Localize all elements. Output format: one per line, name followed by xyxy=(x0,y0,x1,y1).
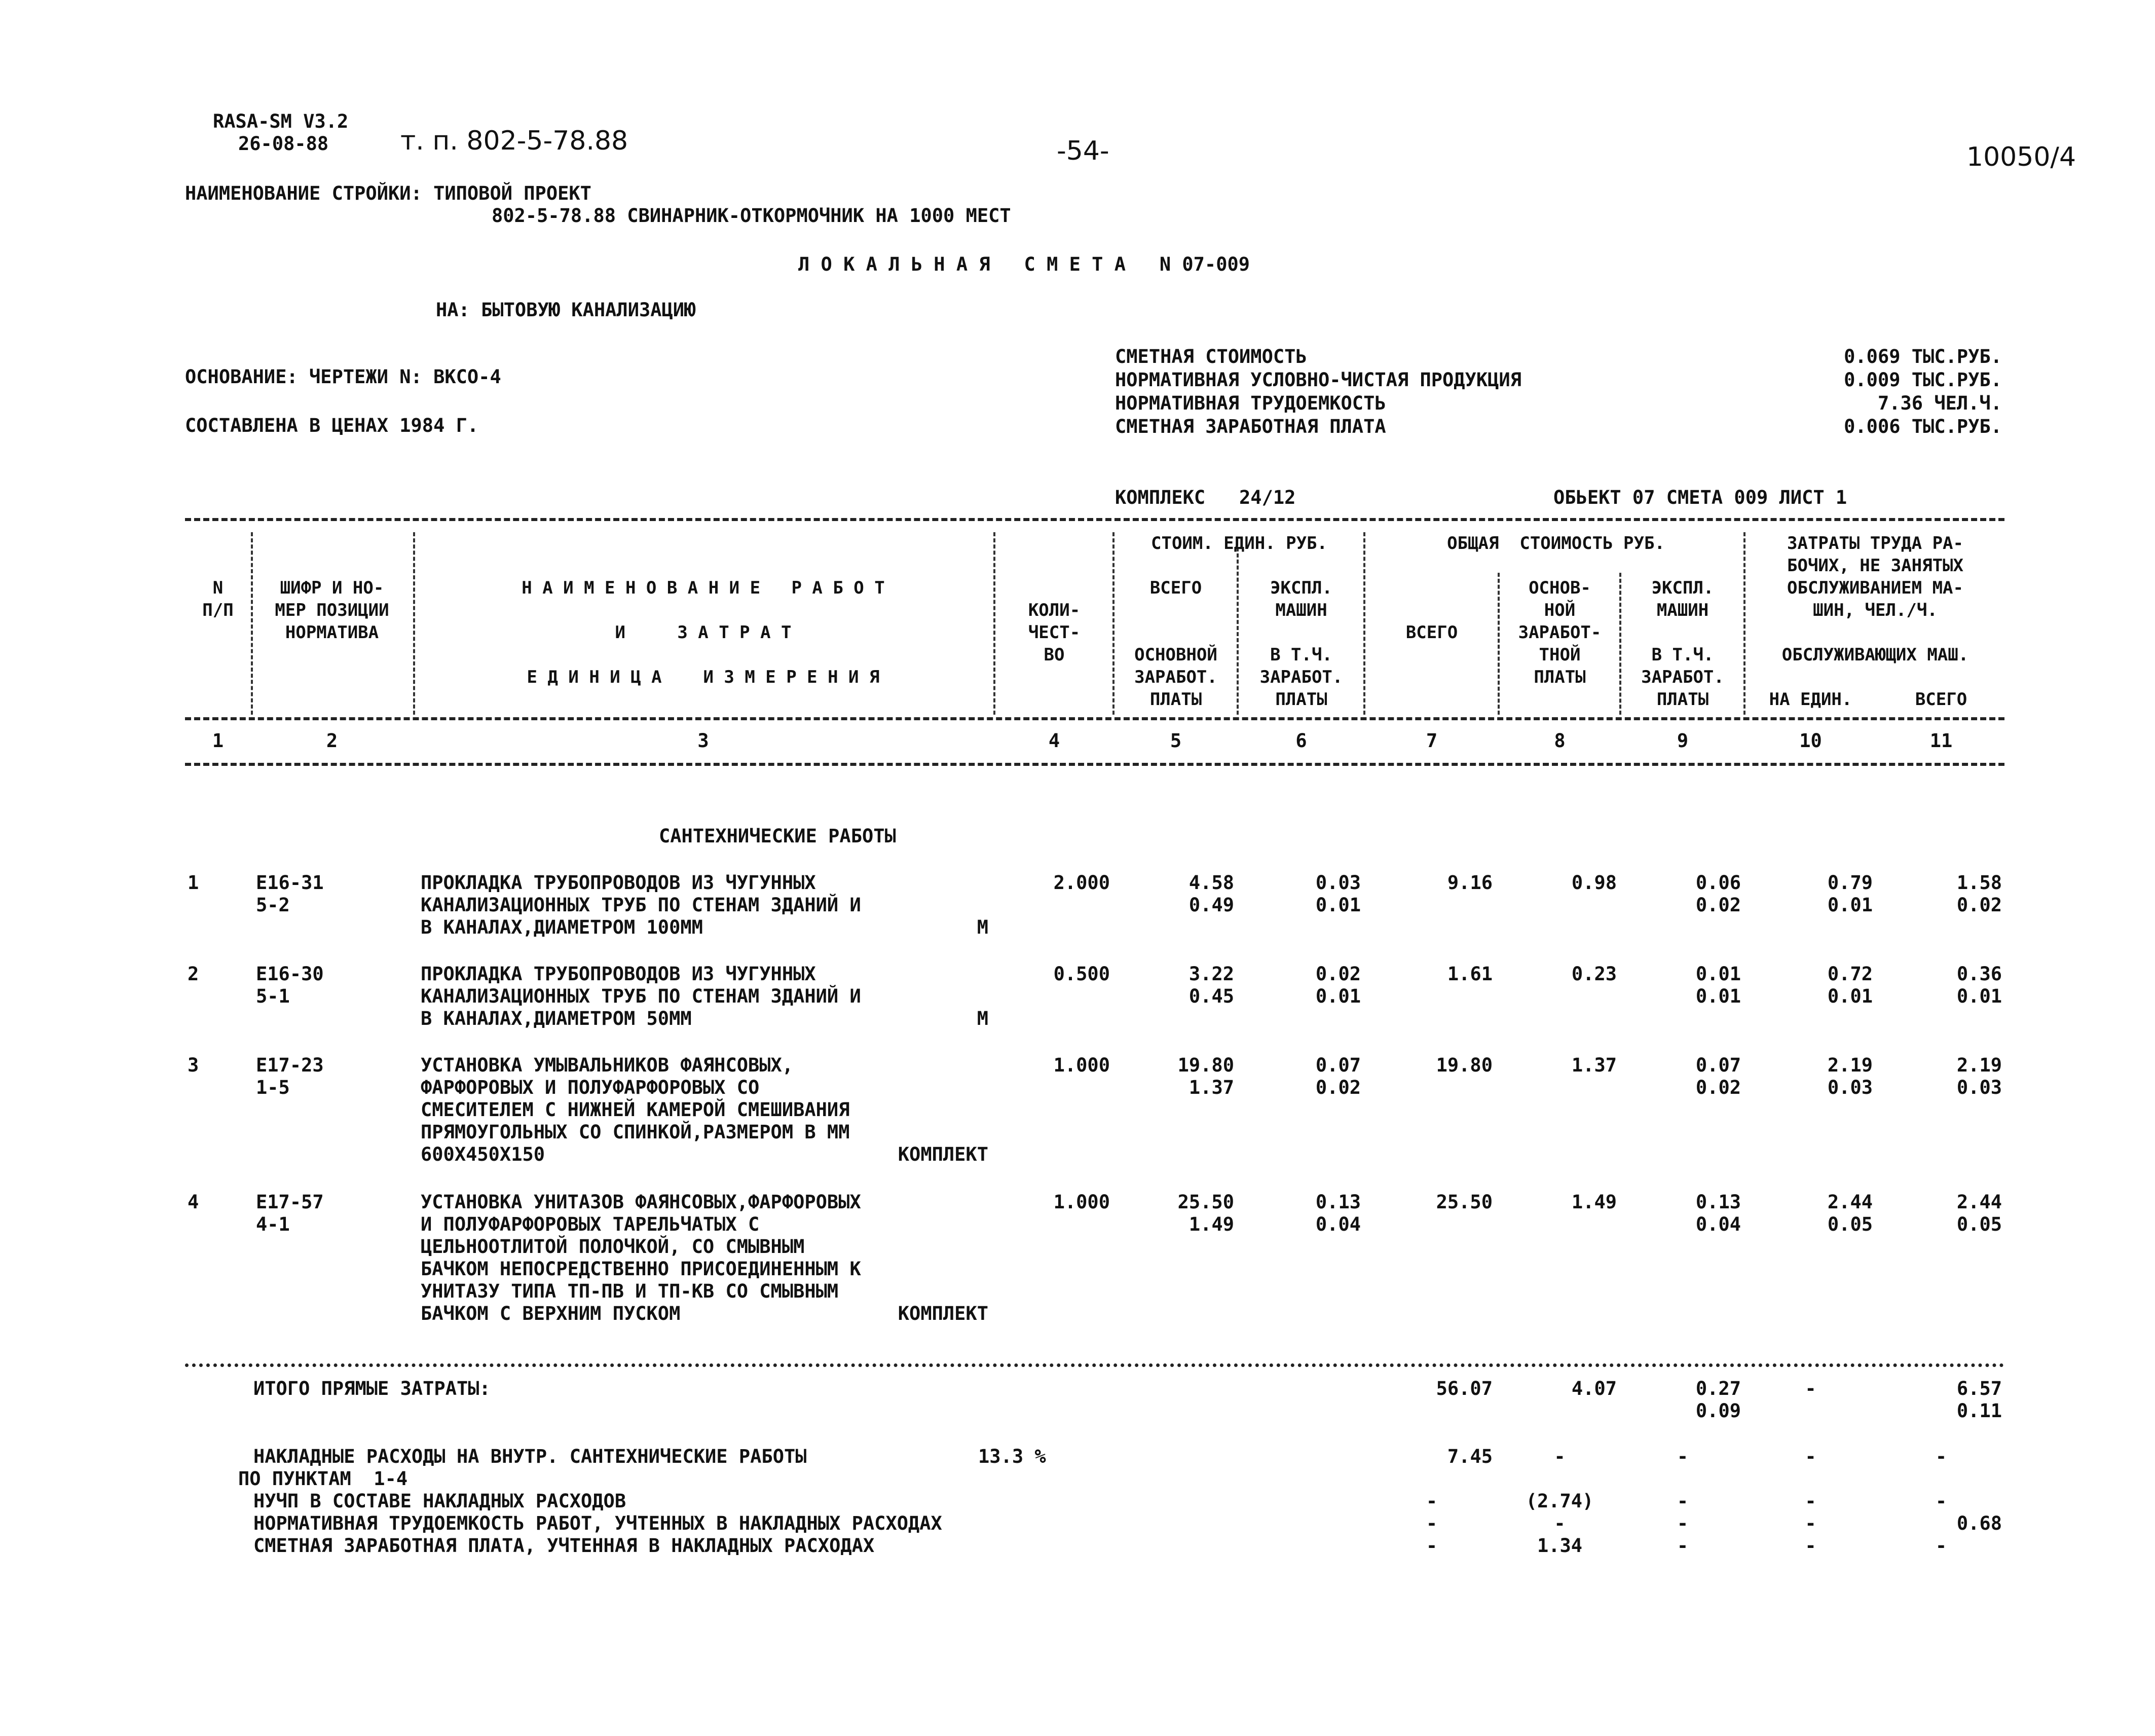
estimate-subject: НА: БЫТОВУЮ КАНАЛИЗАЦИЮ xyxy=(436,299,696,321)
overhead-machines: - xyxy=(1677,1490,1689,1512)
row-number: 4 xyxy=(188,1191,199,1213)
overhead-labor-unit: - xyxy=(1805,1446,1816,1467)
col-header-name-b: И З А Т Р А Т xyxy=(615,622,792,643)
row-labor-unit: 2.19 0.03 xyxy=(1827,1054,1873,1098)
row-wages: 1.49 xyxy=(1571,1191,1617,1213)
totals-label: ИТОГО ПРЯМЫЕ ЗАТРАТЫ: xyxy=(253,1378,491,1399)
overhead-total: - xyxy=(1426,1490,1438,1512)
overhead-labor-total: - xyxy=(1935,1535,1947,1557)
summary-value: 7.36 ЧЕЛ.Ч. xyxy=(1877,392,2002,414)
col-header-6a: ЭКСПЛ. МАШИН xyxy=(1270,578,1332,620)
row-machines: 0.01 0.01 xyxy=(1695,963,1741,1007)
col-header-11: ВСЕГО xyxy=(1915,689,1967,710)
col-header-n: N П/П xyxy=(202,578,234,620)
summary-label: СМЕТНАЯ ЗАРАБОТНАЯ ПЛАТА xyxy=(1115,416,1386,437)
row-qty: 0.500 xyxy=(1053,963,1110,985)
row-description: УСТАНОВКА УМЫВАЛЬНИКОВ ФАЯНСОВЫХ, ФАРФОРОВЫХ И ПОЛУФАРФОРОВЫХ СО СМЕСИТЕЛЕМ С НИЖНЕЙ КАМЕРОЙ СМЕШИВАНИЯ ПРЯМОУГОЛЬНЫХ СО СПИНКОЙ,РАЗМЕРОМ В ММ 600Х450Х150 xyxy=(421,1054,850,1165)
column-number: 2 xyxy=(326,730,338,752)
overhead-wages: - xyxy=(1554,1446,1566,1467)
row-labor-unit: 0.79 0.01 xyxy=(1827,872,1873,916)
overhead-percent: 13.3 % xyxy=(978,1446,1046,1467)
row-labor-total: 0.36 0.01 xyxy=(1956,963,2002,1007)
row-number: 1 xyxy=(188,872,199,894)
row-total: 9.16 xyxy=(1447,872,1493,894)
row-unit: КОМПЛЕКТ xyxy=(898,1143,988,1165)
doc-reference: т. п. 802-5-78.88 xyxy=(400,126,628,156)
overhead-machines: - xyxy=(1677,1535,1689,1557)
col-header-6b: В Т.Ч. ЗАРАБОТ. ПЛАТЫ xyxy=(1259,645,1343,710)
header-top-rule xyxy=(185,518,2004,521)
row-code: Е17-23 1-5 xyxy=(256,1054,324,1098)
column-number: 4 xyxy=(1048,730,1060,752)
totals-machines: 0.27 0.09 xyxy=(1695,1378,1741,1422)
column-divider xyxy=(1743,532,1745,715)
totals-rule xyxy=(185,1363,2004,1367)
row-machines: 0.06 0.02 xyxy=(1695,872,1741,916)
overhead-wages: (2.74) xyxy=(1526,1490,1594,1512)
col-header-qty: КОЛИ- ЧЕСТ- ВО xyxy=(1028,600,1081,665)
row-unit-cost: 25.50 1.49 xyxy=(1177,1191,1234,1235)
column-number: 6 xyxy=(1295,730,1307,752)
basis-drawings: ОСНОВАНИЕ: ЧЕРТЕЖИ N: ВКСО-4 xyxy=(185,366,501,388)
overhead-machines: - xyxy=(1677,1446,1689,1467)
overhead-labor-total: 0.68 xyxy=(1956,1512,2002,1534)
row-code: Е16-31 5-2 xyxy=(256,872,324,916)
summary-value: 0.009 ТЫС.РУБ. xyxy=(1844,369,2002,391)
row-machines: 0.07 0.02 xyxy=(1695,1054,1741,1098)
col-header-name-a: Н А И М Е Н О В А Н И Е Р А Б О Т xyxy=(522,578,885,598)
overhead-total: - xyxy=(1426,1535,1438,1557)
row-description: УСТАНОВКА УНИТАЗОВ ФАЯНСОВЫХ,ФАРФОРОВЫХ И ПОЛУФАРФОРОВЫХ ТАРЕЛЬЧАТЫХ С ЦЕЛЬНООТЛИТОЙ ПОЛОЧКОЙ, СО СМЫВНЫМ БАЧКОМ НЕПОСРЕДСТВЕННО ПРИСОЕДИНЕННЫМ К УНИТАЗУ ТИПА ТП-ПВ И ТП-КВ СО СМЫВНЫМ БАЧКОМ С ВЕРХНИМ ПУСКОМ xyxy=(421,1191,861,1324)
row-unit: М xyxy=(977,1008,988,1029)
col-header-9b: В Т.Ч. ЗАРАБОТ. ПЛАТЫ xyxy=(1641,645,1724,710)
totals-total: 56.07 xyxy=(1436,1378,1493,1399)
column-number: 5 xyxy=(1170,730,1182,752)
row-wages: 0.23 xyxy=(1571,963,1617,985)
row-qty: 2.000 xyxy=(1053,872,1110,894)
program-version: RASA-SM V3.2 xyxy=(213,110,349,132)
column-number: 8 xyxy=(1554,730,1566,752)
row-unit: М xyxy=(977,916,988,938)
summary-label: СМЕТНАЯ СТОИМОСТЬ xyxy=(1115,346,1307,367)
row-description: ПРОКЛАДКА ТРУБОПРОВОДОВ ИЗ ЧУГУННЫХ КАНАЛИЗАЦИОННЫХ ТРУБ ПО СТЕНАМ ЗДАНИЙ И В КАНАЛАХ,ДИАМЕТРОМ 50ММ xyxy=(421,963,861,1029)
construction-name: НАИМЕНОВАНИЕ СТРОЙКИ: ТИПОВОЙ ПРОЕКТ xyxy=(185,182,591,204)
col-header-labor-serv: ОБСЛУЖИВАЮЩИХ МАШ. xyxy=(1781,645,1969,665)
column-divider xyxy=(1363,532,1365,715)
column-divider xyxy=(251,532,253,715)
row-unit-machines: 0.13 0.04 xyxy=(1315,1191,1361,1235)
row-labor-unit: 0.72 0.01 xyxy=(1827,963,1873,1007)
col-header-9a: ЭКСПЛ. МАШИН xyxy=(1651,578,1714,620)
summary-value: 0.006 ТЫС.РУБ. xyxy=(1844,416,2002,437)
overhead-machines: - xyxy=(1677,1512,1689,1534)
row-machines: 0.13 0.04 xyxy=(1695,1191,1741,1235)
row-unit-cost: 3.22 0.45 xyxy=(1188,963,1234,1007)
overhead-total: 7.45 xyxy=(1447,1446,1493,1467)
row-description: ПРОКЛАДКА ТРУБОПРОВОДОВ ИЗ ЧУГУННЫХ КАНАЛИЗАЦИОННЫХ ТРУБ ПО СТЕНАМ ЗДАНИЙ И В КАНАЛАХ,ДИАМЕТРОМ 100ММ xyxy=(421,872,861,938)
column-number: 3 xyxy=(697,730,709,752)
row-unit-machines: 0.03 0.01 xyxy=(1315,872,1361,916)
overhead-labor-unit: - xyxy=(1805,1512,1816,1534)
row-total: 25.50 xyxy=(1436,1191,1493,1213)
object-estimate-sheet: ОБЬЕКТ 07 СМЕТА 009 ЛИСТ 1 xyxy=(1553,487,1847,508)
row-labor-total: 2.19 0.03 xyxy=(1956,1054,2002,1098)
row-qty: 1.000 xyxy=(1053,1054,1110,1076)
col-group-labor: ЗАТРАТЫ ТРУДА РА- БОЧИХ, НЕ ЗАНЯТЫХ ОБСЛУЖИВАНИЕМ МА- ШИН, ЧЕЛ./Ч. xyxy=(1787,533,1963,620)
overhead-wages: - xyxy=(1554,1512,1566,1534)
overhead-labor-total: - xyxy=(1935,1490,1947,1512)
page-number: -54- xyxy=(1057,136,1109,166)
price-base: СОСТАВЛЕНА В ЦЕНАХ 1984 Г. xyxy=(185,415,479,436)
totals-wages: 4.07 xyxy=(1571,1378,1617,1399)
column-number: 7 xyxy=(1426,730,1438,752)
row-labor-total: 2.44 0.05 xyxy=(1956,1191,2002,1235)
overhead-label: НУЧП В СОСТАВЕ НАКЛАДНЫХ РАСХОДОВ xyxy=(253,1490,626,1512)
summary-label: НОРМАТИВНАЯ ТРУДОЕМКОСТЬ xyxy=(1115,392,1386,414)
row-total: 1.61 xyxy=(1447,963,1493,985)
summary-label: НОРМАТИВНАЯ УСЛОВНО-ЧИСТАЯ ПРОДУКЦИЯ xyxy=(1115,369,1521,391)
overhead-wages: 1.34 xyxy=(1537,1535,1583,1557)
overhead-labor-total: - xyxy=(1935,1446,1947,1467)
row-code: Е17-57 4-1 xyxy=(256,1191,324,1235)
row-unit-machines: 0.02 0.01 xyxy=(1315,963,1361,1007)
row-total: 19.80 xyxy=(1436,1054,1493,1076)
overhead-label: НАКЛАДНЫЕ РАСХОДЫ НА ВНУТР. САНТЕХНИЧЕСКИЕ РАБОТЫ xyxy=(253,1446,807,1467)
row-labor-total: 1.58 0.02 xyxy=(1956,872,2002,916)
overhead-label: СМЕТНАЯ ЗАРАБОТНАЯ ПЛАТА, УЧТЕННАЯ В НАКЛАДНЫХ РАСХОДАХ xyxy=(253,1535,875,1557)
row-qty: 1.000 xyxy=(1053,1191,1110,1213)
column-divider xyxy=(993,532,995,715)
row-labor-unit: 2.44 0.05 xyxy=(1827,1191,1873,1235)
sheet-reference: 10050/4 xyxy=(1966,142,2076,172)
overhead-total: - xyxy=(1426,1512,1438,1534)
col-header-7: ВСЕГО xyxy=(1405,622,1458,643)
col-header-8: ОСНОВ- НОЙ ЗАРАБОТ- ТНОЙ ПЛАТЫ xyxy=(1518,578,1602,687)
col-header-5a: ВСЕГО xyxy=(1149,578,1202,598)
col-header-code: ШИФР И НО- МЕР ПОЗИЦИИ НОРМАТИВА xyxy=(275,578,389,643)
row-number: 3 xyxy=(188,1054,199,1076)
column-number: 11 xyxy=(1929,730,1953,752)
column-divider xyxy=(1619,573,1621,715)
column-number: 10 xyxy=(1799,730,1822,752)
section-title: САНТЕХНИЧЕСКИЕ РАБОТЫ xyxy=(659,825,896,847)
overhead-label: ПО ПУНКТАМ 1-4 xyxy=(238,1468,408,1490)
column-divider xyxy=(1112,532,1114,715)
col-group-total-cost: ОБЩАЯ СТОИМОСТЬ РУБ. xyxy=(1447,533,1665,553)
column-number: 9 xyxy=(1677,730,1689,752)
col-group-unit-cost: СТОИМ. ЕДИН. РУБ. xyxy=(1151,533,1327,553)
row-number: 2 xyxy=(188,963,199,985)
overhead-label: НОРМАТИВНАЯ ТРУДОЕМКОСТЬ РАБОТ, УЧТЕННЫХ В НАКЛАДНЫХ РАСХОДАХ xyxy=(253,1512,942,1534)
totals-labor-total: 6.57 0.11 xyxy=(1956,1378,2002,1422)
col-header-10: НА ЕДИН. xyxy=(1769,689,1852,710)
col-header-name-c: Е Д И Н И Ц А И З М Е Р Е Н И Я xyxy=(527,667,880,687)
row-wages: 0.98 xyxy=(1571,872,1617,894)
header-mid-rule xyxy=(185,717,2004,720)
construction-project: 802-5-78.88 СВИНАРНИК-ОТКОРМОЧНИК НА 1000 МЕСТ xyxy=(492,205,1011,227)
overhead-labor-unit: - xyxy=(1805,1535,1816,1557)
header-bottom-rule xyxy=(185,763,2004,766)
row-unit: КОМПЛЕКТ xyxy=(898,1303,988,1324)
totals-labor-unit: - xyxy=(1805,1378,1816,1399)
column-number: 1 xyxy=(212,730,224,752)
row-code: Е16-30 5-1 xyxy=(256,963,324,1007)
summary-value: 0.069 ТЫС.РУБ. xyxy=(1844,346,2002,367)
row-unit-cost: 19.80 1.37 xyxy=(1177,1054,1234,1098)
print-date: 26-08-88 xyxy=(238,133,329,155)
overhead-labor-unit: - xyxy=(1805,1490,1816,1512)
row-unit-cost: 4.58 0.49 xyxy=(1188,872,1234,916)
row-wages: 1.37 xyxy=(1571,1054,1617,1076)
column-divider xyxy=(1237,547,1239,715)
column-divider xyxy=(413,532,415,715)
col-header-5b: ОСНОВНОЙ ЗАРАБОТ. ПЛАТЫ xyxy=(1134,645,1217,710)
estimate-title: Л О К А Л Ь Н А Я С М Е Т А N 07-009 xyxy=(798,253,1250,275)
column-divider xyxy=(1498,573,1500,715)
row-unit-machines: 0.07 0.02 xyxy=(1315,1054,1361,1098)
complex-code: КОМПЛЕКС 24/12 xyxy=(1115,487,1296,508)
